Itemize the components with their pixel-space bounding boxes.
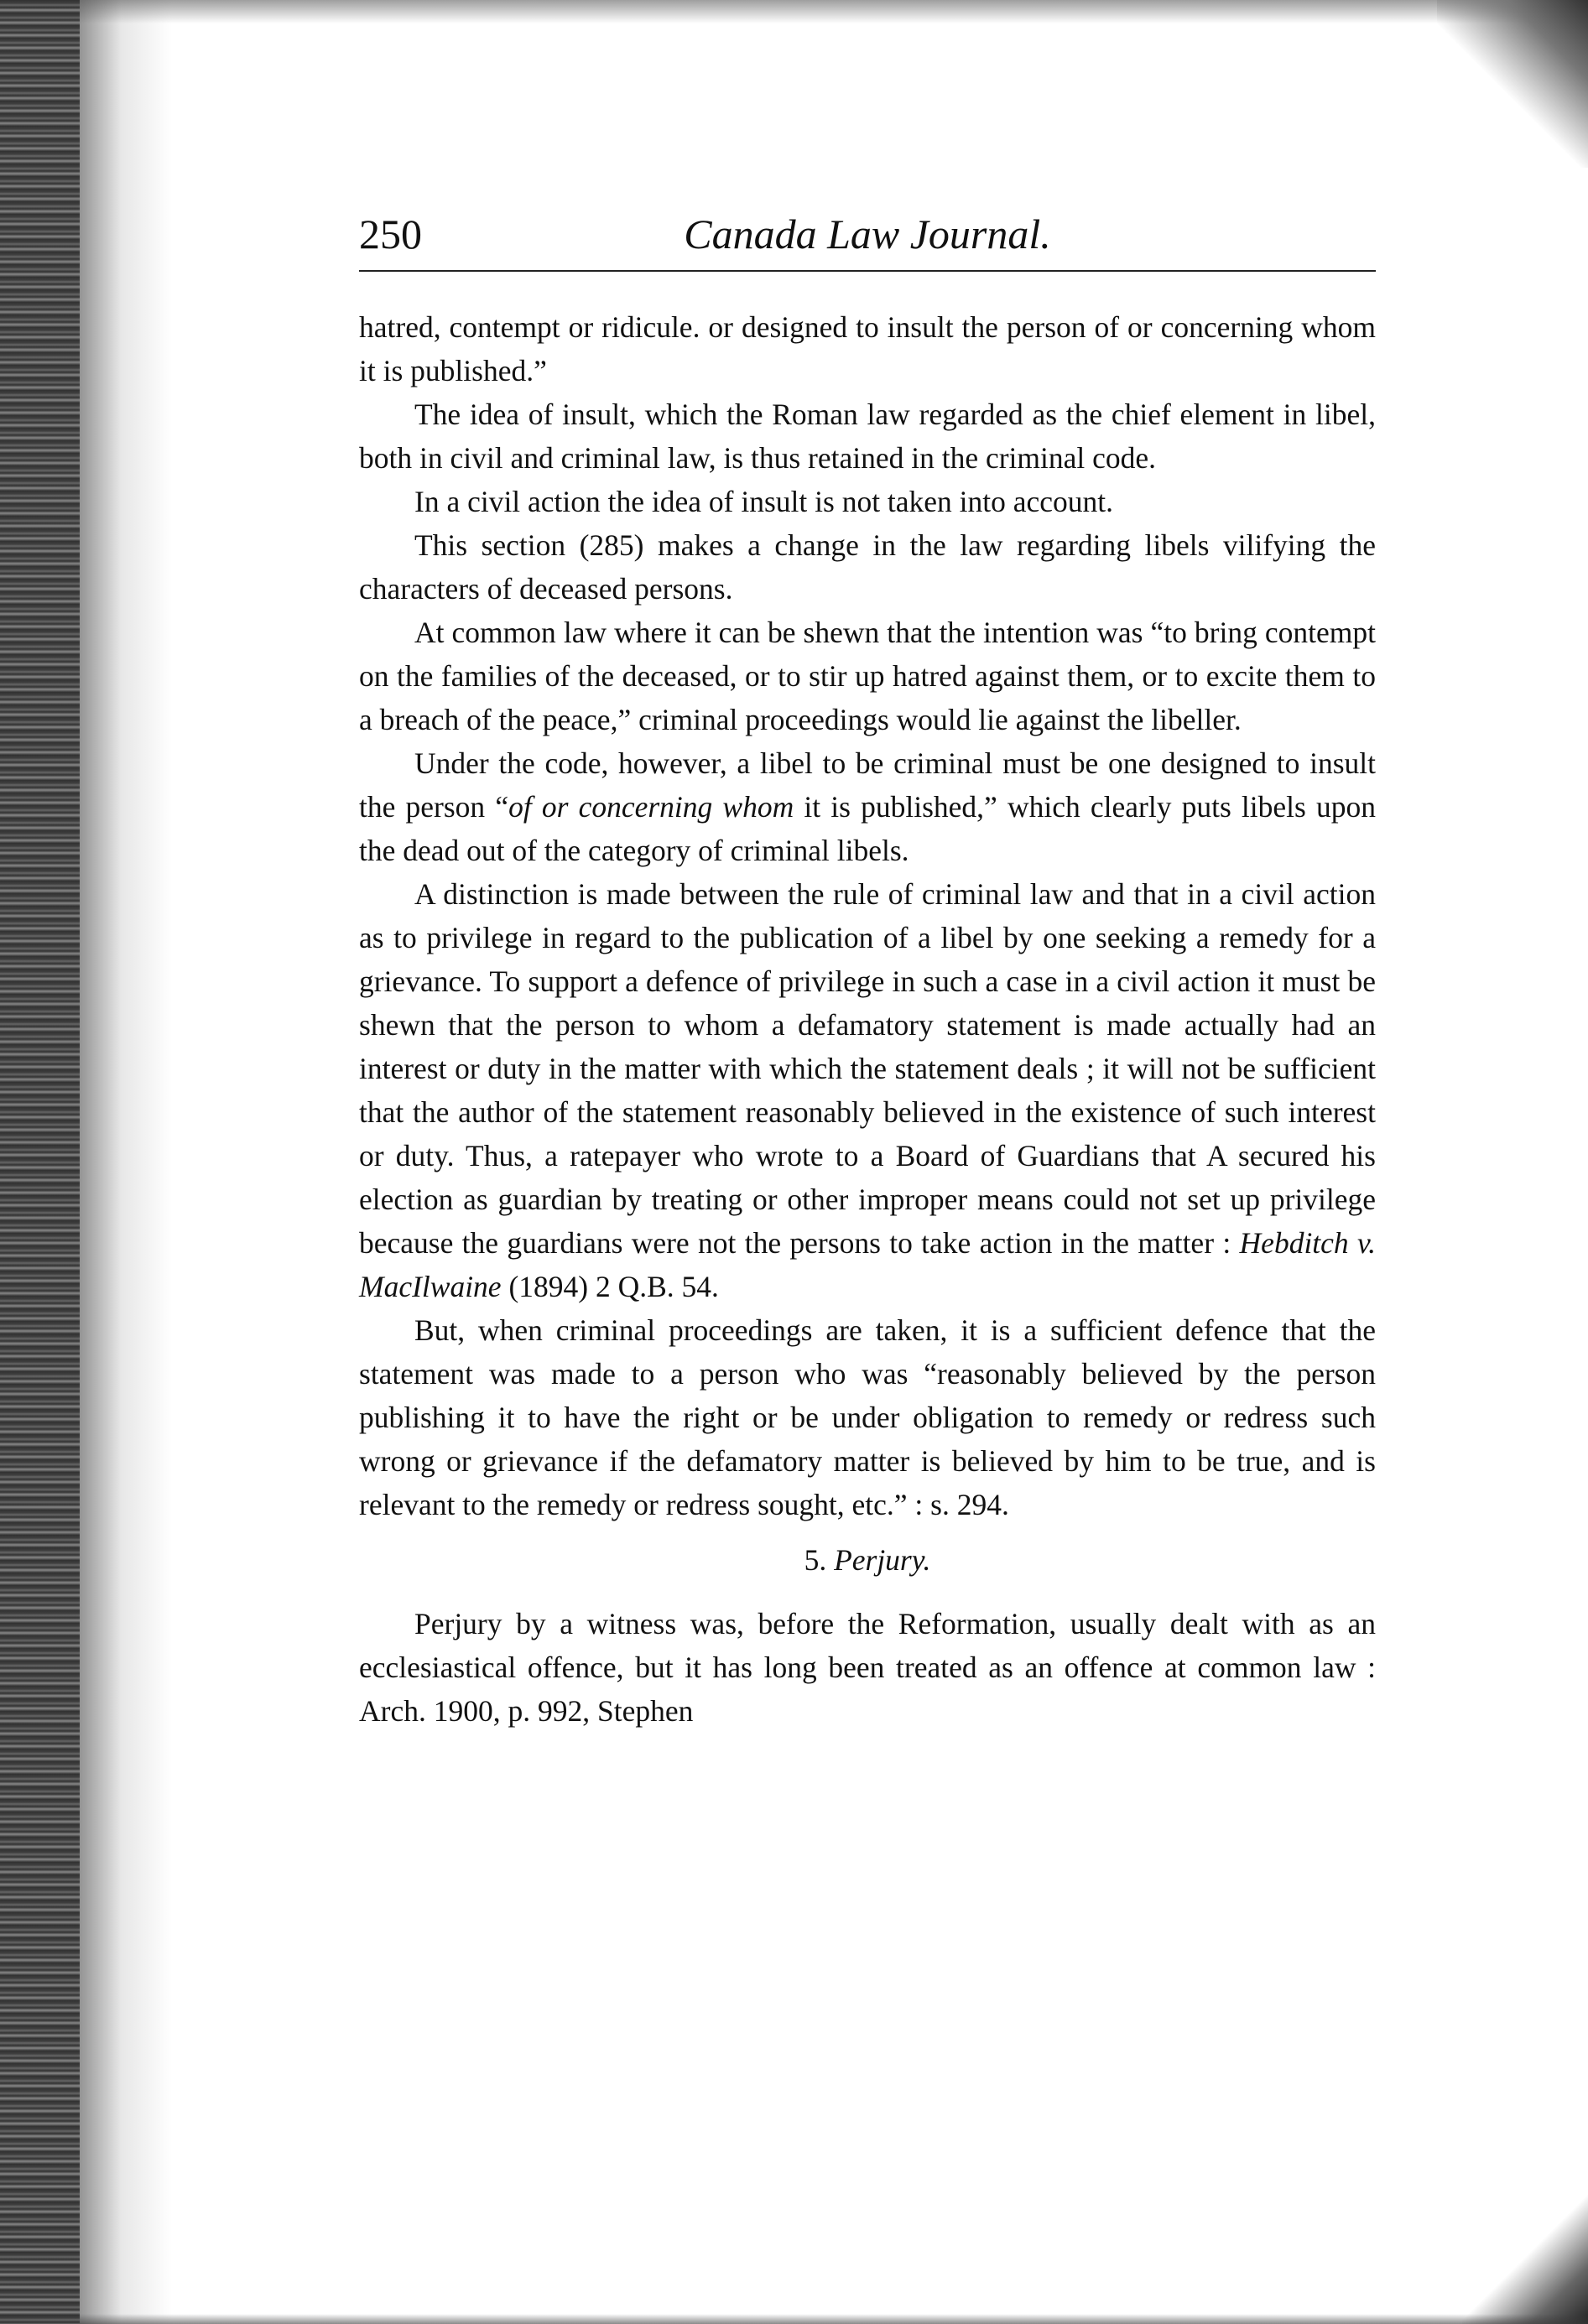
page-number: 250 [359,211,422,257]
page-body [359,305,1376,1733]
text-segment: it is published,” which clearly puts libels upon the dead out of the category of criminal libels. [359,790,1377,867]
paragraph-continuation: hatred, contempt or ridicule. or designed to insult the person of or concerning whom it is published.” [359,310,1376,387]
running-head [359,205,1376,263]
text-segment: Under the code, however, a libel to be criminal must be one designed to insult the person “ [359,746,1376,824]
section-title: Perjury. [834,1543,931,1577]
scanned-page-corner-top-right [1437,0,1588,168]
text-segment: A distinction is made between the rule of criminal law and that in a civil action as to privilege in regard to the publication of a libel by one seeking a remedy for a grievance. To support a defence of privilege in such a case in a civil action it must be shewn that the person to whom a defamatory statement is made actually had an interest or duty in the matter with which the statement deals ; it will not be sufficient that the author of the statement reasonably believed in the existence of such interest or duty. Thus, a ratepayer who wrote to a Board of Guardians that A secured his election as guardian by treating or other improper means could not set up privilege because the guardians were not the persons to take action in the matter : [359,877,1376,1260]
paragraph-idea-of-insult: The idea of insult, which the Roman law regarded as the chief element in libel, both in civil and criminal law, is thus retained in the criminal code. [359,398,1376,475]
scanned-page-corner-bottom-right [1462,2190,1588,2324]
paragraph-section-285: This section (285) makes a change in the law regarding libels vilifying the characters of deceased persons. [359,528,1376,606]
section-number: 5. [804,1543,835,1577]
scanned-page-bottom-edge [80,2314,1588,2324]
paragraph-common-law: At common law where it can be shewn that the intention was “to bring contempt on the families of the deceased, or to stir up hatred against them, or to excite them to a breach of the peace,” criminal proceedings would lie against the libeller. [359,616,1376,736]
case-citation: Hebditch v. MacIlwaine [359,1226,1377,1303]
scanned-page-left-edge [0,0,80,2324]
text-segment: (1894) 2 Q.B. 54. [501,1270,719,1303]
header-rule [359,270,1376,272]
paragraph-perjury: Perjury by a witness was, before the Reformation, usually dealt with as an ecclesiastical offence, but it has long been treated as an offence at common law : Arch. 1900, p. 992, Stephen [359,1607,1376,1728]
paragraph-under-the-code [359,741,1376,872]
paragraph-distinction [359,872,1376,1308]
paragraph-criminal-proceedings: But, when criminal proceedings are taken, it is a sufficient defence that the statement was made to a person who was “reasonably believed by the person publishing it to have the right or be under obligation to remedy or redress such wrong or grievance if the defamatory matter is believed by him to be true, and is relevant to the remedy or redress sought, etc.” : s. 294. [359,1313,1376,1521]
italic-phrase: of or concerning whom [508,790,794,824]
scanned-page-top-edge [80,0,1588,23]
section-heading [359,1538,1376,1582]
scanned-page-shadow [80,0,172,2324]
journal-title: Canada Law Journal. [684,211,1051,257]
paragraph-civil-action: In a civil action the idea of insult is not taken into account. [414,485,1114,518]
